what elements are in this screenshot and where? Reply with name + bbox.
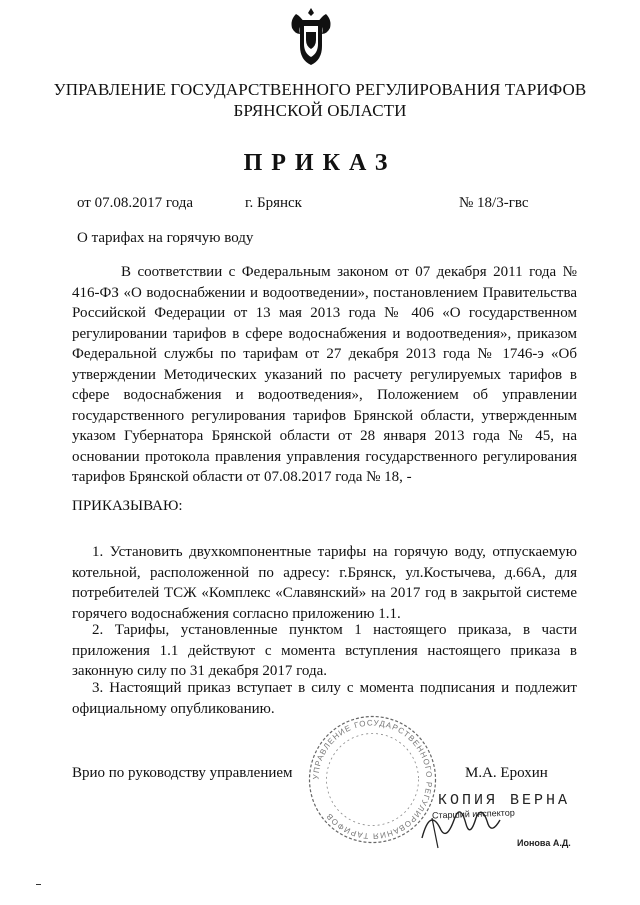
document-number: № 18/3-гвс (459, 195, 529, 211)
inspector-title: Старший инспектор (431, 807, 515, 821)
copy-certified-stamp: КОПИЯ ВЕРНА (438, 792, 571, 809)
document-date: от 07.08.2017 года (77, 195, 193, 211)
organization-name-line1: УПРАВЛЕНИЕ ГОСУДАРСТВЕННОГО РЕГУЛИРОВАНИЯ ТАРИФОВ (53, 80, 587, 99)
document-subject: О тарифах на горячую воду (77, 230, 254, 246)
signatory-role: Врио по руководству управлением (72, 765, 293, 781)
order-item-2: 2. Тарифы, установленные пунктом 1 настоящего приказа, в части приложения 1.1 действуют с момента вступления настоящего приказа в законную силу по 31 декабря 2017 года. (72, 622, 577, 679)
order-word: ПРИКАЗЫВАЮ: (72, 498, 183, 514)
order-item-1: 1. Установить двухкомпонентные тарифы на горячую воду, отпускаемую котельной, расположенной по адресу: г.Брянск, ул.Костычева, д.66А, для потребителей ТСЖ «Комплекс «Славянский» на 2017 год в закрытой системе горячего водоснабжения согласно приложению 1.1. (72, 544, 577, 622)
coat-of-arms-icon (288, 6, 334, 68)
document-title: ПРИКАЗ (243, 150, 397, 176)
order-item-3: 3. Настоящий приказ вступает в силу с момента подписания и подлежит официальному опубликованию. (72, 680, 577, 717)
document-city: г. Брянск (245, 195, 302, 211)
preamble-paragraph: В соответствии с Федеральным законом от 07 декабря 2011 года № 416-ФЗ «О водоснабжении и водоотведении», постановлением Правительства Российской Федерации от 13 мая 2013 года № 406 «О государственном регулировании тарифов в сфере водоснабжения и водоотведения», приказом Федеральной службы по тарифам от 27 декабря 2013 года № 1746-э «Об утверждении Методических указаний по расчету регулируемых тарифов в сфере водоснабжения и водоотведения», Положением об управлении государственного регулирования тарифов Брянской области, утвержденным указом Губернатора Брянской области от 28 января 2013 года № 45, на основании протокола правления управления государственного регулирования тарифов Брянской области от 07.08.2017 года № 18, - (72, 264, 577, 485)
organization-name-line2: БРЯНСКОЙ ОБЛАСТИ (233, 101, 407, 120)
stamp-ring-text: УПРАВЛЕНИЕ ГОСУДАРСТВЕННОГО РЕГУЛИРОВАНИЯ ТАРИФОВ (311, 718, 434, 841)
scan-edge-mark (36, 884, 41, 885)
signatory-name: М.А. Ерохин (465, 765, 548, 781)
handwritten-signature (412, 778, 512, 858)
certifier-name: Ионова А.Д. (517, 838, 571, 848)
